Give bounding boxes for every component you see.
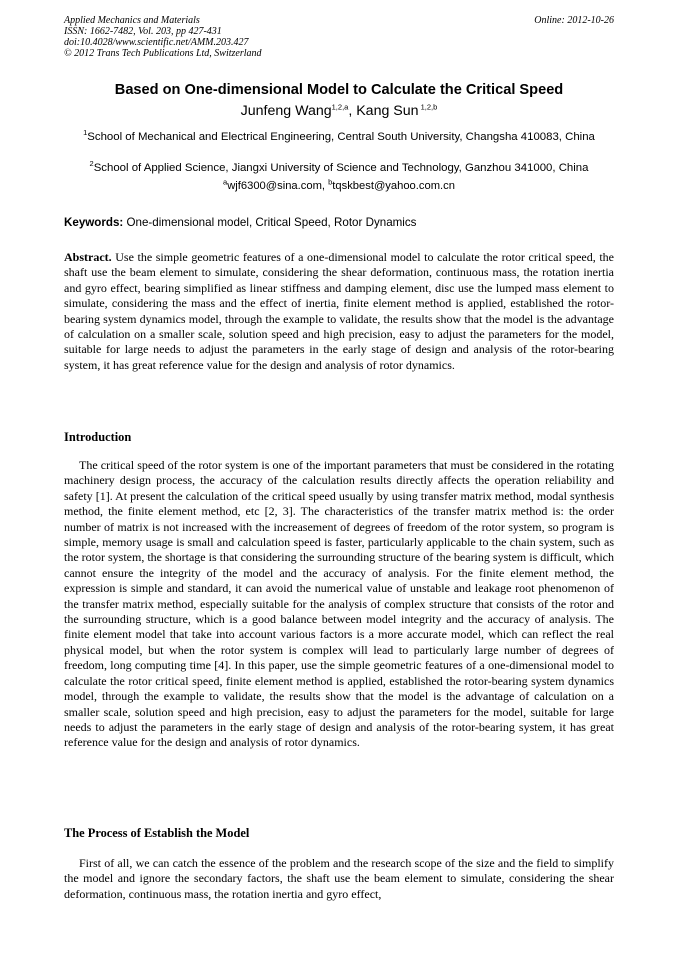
issn-line: ISSN: 1662-7482, Vol. 203, pp 427-431 <box>64 26 222 37</box>
author-emails <box>64 177 614 192</box>
author-list <box>64 103 614 119</box>
author-name: Kang Sun <box>356 103 419 119</box>
abstract-paragraph <box>64 250 614 373</box>
online-date: Online: 2012-10-26 <box>534 15 614 26</box>
journal-name: Applied Mechanics and Materials <box>64 15 200 26</box>
affiliation-text: School of Mechanical and Electrical Engineering, Central South University, Changsha 410083, China <box>87 131 595 143</box>
introduction-heading: Introduction <box>64 430 132 444</box>
email-marker: a <box>223 177 228 187</box>
email-marker: b <box>328 177 333 187</box>
author-name: Junfeng Wang <box>240 103 332 119</box>
affiliation-text: School of Applied Science, Jiangxi University of Science and Technology, Ganzhou 341000, China <box>93 162 589 174</box>
affiliation-1 <box>64 130 614 144</box>
abstract-text: Use the simple geometric features of a one-dimensional model to calculate the rotor critical speed, the shaft use the beam element to simulate, considering the shear deformation, continuous mass, the rotation inertia and gyro effect, bearing simplified as linear stiffness and damping element, disc use the lumped mass element to simulate, considering the mass and the effect of inertia, finite element method is applied, established the rotor-bearing system dynamics model, through the example to validate, the results show that the model is the advantage of calculation on a smaller scale, solution speed and high precision, easy to adjust the parameters for the model, suitable for large needs to adjust the parameters in the early stage of design and analysis of the rotor-bearing system, it has great reference value for the design and analysis of rotor dynamics. <box>64 250 614 372</box>
keywords-line <box>64 216 614 229</box>
process-heading: The Process of Establish the Model <box>64 826 250 840</box>
paper-title: Based on One-dimensional Model to Calculate the Critical Speed <box>114 82 564 98</box>
copyright-line: © 2012 Trans Tech Publications Ltd, Switzerland <box>64 48 262 59</box>
affiliation-marker: 1 <box>83 128 88 138</box>
process-paragraph: First of all, we can catch the essence of the problem and the research scope of the size and the field to simplify the model and ignore the secondary factors, the shaft use the beam element to simulate, considering the shear deformation, continuous mass, the rotation inertia and gyro effect, <box>64 856 614 901</box>
keywords-text: One-dimensional model, Critical Speed, Rotor Dynamics <box>123 216 417 229</box>
author-superscript: 1,2,a <box>331 102 349 112</box>
email-address: wjf6300@sina.com, <box>227 180 329 192</box>
author-superscript: 1,2,b <box>418 102 438 112</box>
author-separator: , <box>348 103 357 119</box>
affiliation-marker: 2 <box>89 159 94 169</box>
publication-info <box>64 15 394 59</box>
introduction-paragraph: The critical speed of the rotor system is one of the important parameters that must be considered in the rotating machinery design process, the accuracy of the calculation results directly affects the operation reliability and safety [1]. At present the calculation of the critical speed usually by using transfer matrix method, modal synthesis method, the finite element method, etc [2, 3]. The characteristics of the transfer matrix method is: the order number of matrix is not increased with the increasement of degrees of freedom of the rotor system, so program is simple, memory usage is small and calculation speed is faster, particularly applicable to the chain system, such as the rotor system, the shortage is that considering the surrounding structure of the bearing system is difficult, which cannot ensure the integrity of the model and the accuracy of analysis. For the finite element method, the expression is simple and standard, it can avoid the numerical value of unstable and leakage root phenomenon of the transfer matrix method, especially suitable for the analysis of complex structure that consists of the rotor and the surrounding structure, which is a good balance between model integrity and the accuracy of analysis. The finite element model that take into account various factors is a more accurate model, which can reflect the real physical model, but when the rotor system is complex will lead to particularly large number of degrees of freedom, long computing time [4]. In this paper, use the simple geometric features of a one-dimensional model to calculate the rotor critical speed, finite element method is applied, established the rotor-bearing system dynamics model, through the example to validate, the results show that the model is the advantage of calculation on a smaller scale, solution speed and high precision, easy to adjust the parameters for the model, suitable for large needs to adjust the parameters in the early stage of design and analysis of the rotor-bearing system, it has great reference value for the design and analysis of rotor dynamics. <box>64 458 614 750</box>
keywords-label: Keywords: <box>64 216 124 229</box>
affiliation-2 <box>64 161 614 175</box>
doi-line: doi:10.4028/www.scientific.net/AMM.203.427 <box>64 37 249 48</box>
email-address: tqskbest@yahoo.com.cn <box>332 180 455 192</box>
abstract-label: Abstract. <box>64 250 112 264</box>
